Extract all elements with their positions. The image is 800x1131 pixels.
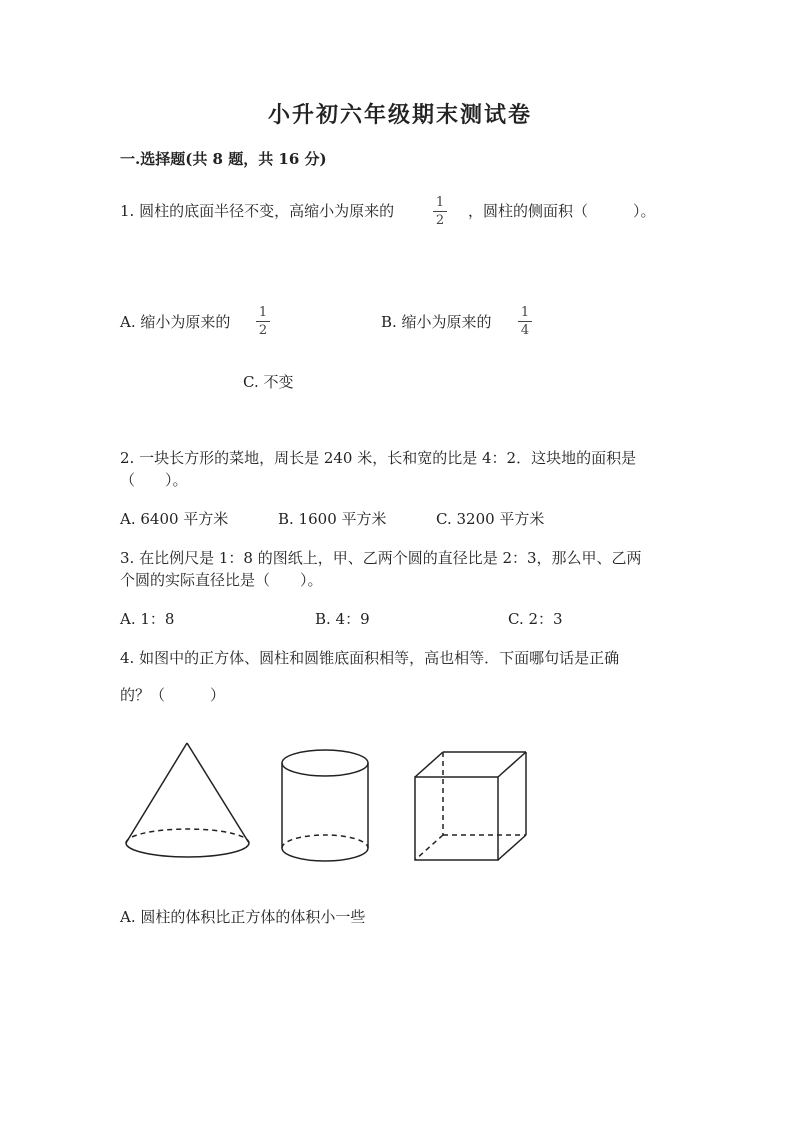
fraction-denominator: 2: [435, 213, 445, 228]
question-4-line-2: 的？（ ）: [120, 686, 226, 704]
question-1-option-a[interactable]: A. 缩小为原来的: [120, 313, 231, 331]
question-2-option-c[interactable]: C. 3200 平方米: [436, 510, 545, 528]
fraction-denominator: 2: [258, 323, 268, 338]
section-heading: 一.选择题(共 8 题，共 16 分): [120, 150, 327, 168]
page-title: 小升初六年级期末测试卷: [267, 102, 532, 128]
question-1-option-c[interactable]: C. 不变: [243, 373, 294, 391]
fraction-numerator: 1: [258, 305, 268, 320]
fraction-numerator: 1: [520, 305, 530, 320]
question-2-line-1: 2. 一块长方形的菜地，周长是 240 米，长和宽的比是 4：2．这块地的面积是: [120, 449, 637, 467]
question-1-text-before: 1. 圆柱的底面半径不变，高缩小为原来的: [120, 202, 395, 220]
cone-figure: [126, 743, 249, 857]
question-3-option-c[interactable]: C. 2：3: [508, 610, 563, 628]
question-1-option-b[interactable]: B. 缩小为原来的: [381, 313, 492, 331]
question-3-option-b[interactable]: B. 4：9: [315, 610, 370, 628]
question-2-option-b[interactable]: B. 1600 平方米: [278, 510, 387, 528]
question-3-option-a[interactable]: A. 1：8: [120, 610, 175, 628]
question-4-line-1: 4. 如图中的正方体、圆柱和圆锥底面积相等，高也相等．下面哪句话是正确: [120, 649, 620, 667]
cube-figure: [415, 752, 526, 860]
question-2-option-a[interactable]: A. 6400 平方米: [120, 510, 229, 528]
question-3-line-2: 个圆的实际直径比是（ ）。: [120, 571, 323, 589]
question-3-line-1: 3. 在比例尺是 1：8 的图纸上，甲、乙两个圆的直径比是 2：3，那么甲、乙两: [120, 549, 642, 567]
question-4-option-a[interactable]: A. 圆柱的体积比正方体的体积小一些: [120, 908, 366, 926]
fraction-numerator: 1: [435, 195, 445, 210]
cylinder-figure: [282, 750, 368, 861]
fraction-denominator: 4: [520, 323, 530, 338]
question-1-text-after: ，圆柱的侧面积（ ）。: [468, 202, 656, 220]
question-2-line-2: （ ）。: [120, 471, 188, 489]
